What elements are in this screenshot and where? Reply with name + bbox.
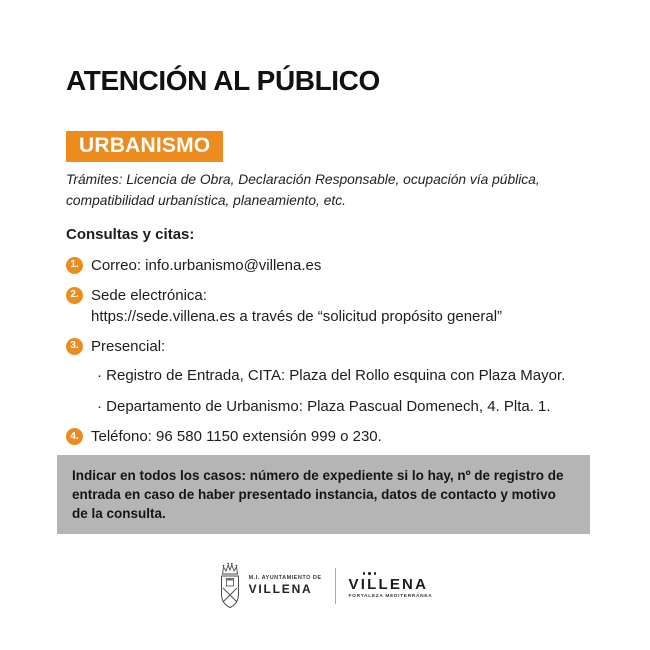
tramites-description: Trámites: Licencia de Obra, Declaración Responsable, ocupación vía pública, compatibilidad urbanística, planeamiento, etc. [66, 172, 540, 209]
department-badge: URBANISMO [66, 131, 223, 162]
footer-divider [335, 568, 336, 604]
contact-item-label: Correo: info.urbanismo@villena.es [91, 256, 322, 274]
page-title: ATENCIÓN AL PÚBLICO [66, 65, 380, 96]
presencial-sub-item-registro: · Registro de Entrada, CITA: Plaza del Rollo esquina con Plaza Mayor. [97, 366, 566, 384]
presencial-sub-item-departamento: · Departamento de Urbanismo: Plaza Pascual Domenech, 4. Plta. 1. [97, 397, 551, 415]
list-number-badge: 3. [66, 338, 83, 355]
ayuntamiento-name: VILLENA [248, 582, 313, 597]
list-number-badge: 1. [66, 257, 83, 274]
ayuntamiento-logo [218, 561, 322, 611]
contact-item-label: Presencial: [91, 337, 166, 355]
important-note: Indicar en todos los casos: número de expediente si lo hay, nº de registro de entrada en caso de haber presentado instancia, datos de contacto y motivo de la consulta. [57, 455, 590, 534]
list-number-badge: 2. [66, 287, 83, 304]
contact-item-detail: https://sede.villena.es a través de “solicitud propósito general” [91, 307, 503, 325]
brand-name: VILLENA [348, 575, 429, 593]
villena-shield-crest-icon [218, 561, 242, 611]
list-number-badge: 4. [66, 428, 83, 445]
contact-item-telefono [66, 426, 592, 447]
poster-content [66, 66, 592, 456]
villena-brand-logo [349, 572, 433, 599]
contact-item-label: Teléfono: 96 580 1150 extensión 999 o 230. [91, 428, 382, 446]
contact-list [66, 255, 592, 448]
contact-item-correo [66, 255, 592, 276]
contact-item-sede [66, 285, 592, 327]
footer-logos [0, 556, 650, 616]
brand-tagline: FORTALEZA MEDITERRÁNEA [348, 593, 433, 599]
contact-item-presencial [66, 336, 592, 357]
three-dots-icon [363, 572, 377, 575]
contact-item-label: Sede electrónica: [91, 286, 207, 304]
ayuntamiento-small-label: M.I. AYUNTAMIENTO DE [248, 574, 322, 581]
section-heading: Consultas y citas: [66, 225, 195, 243]
